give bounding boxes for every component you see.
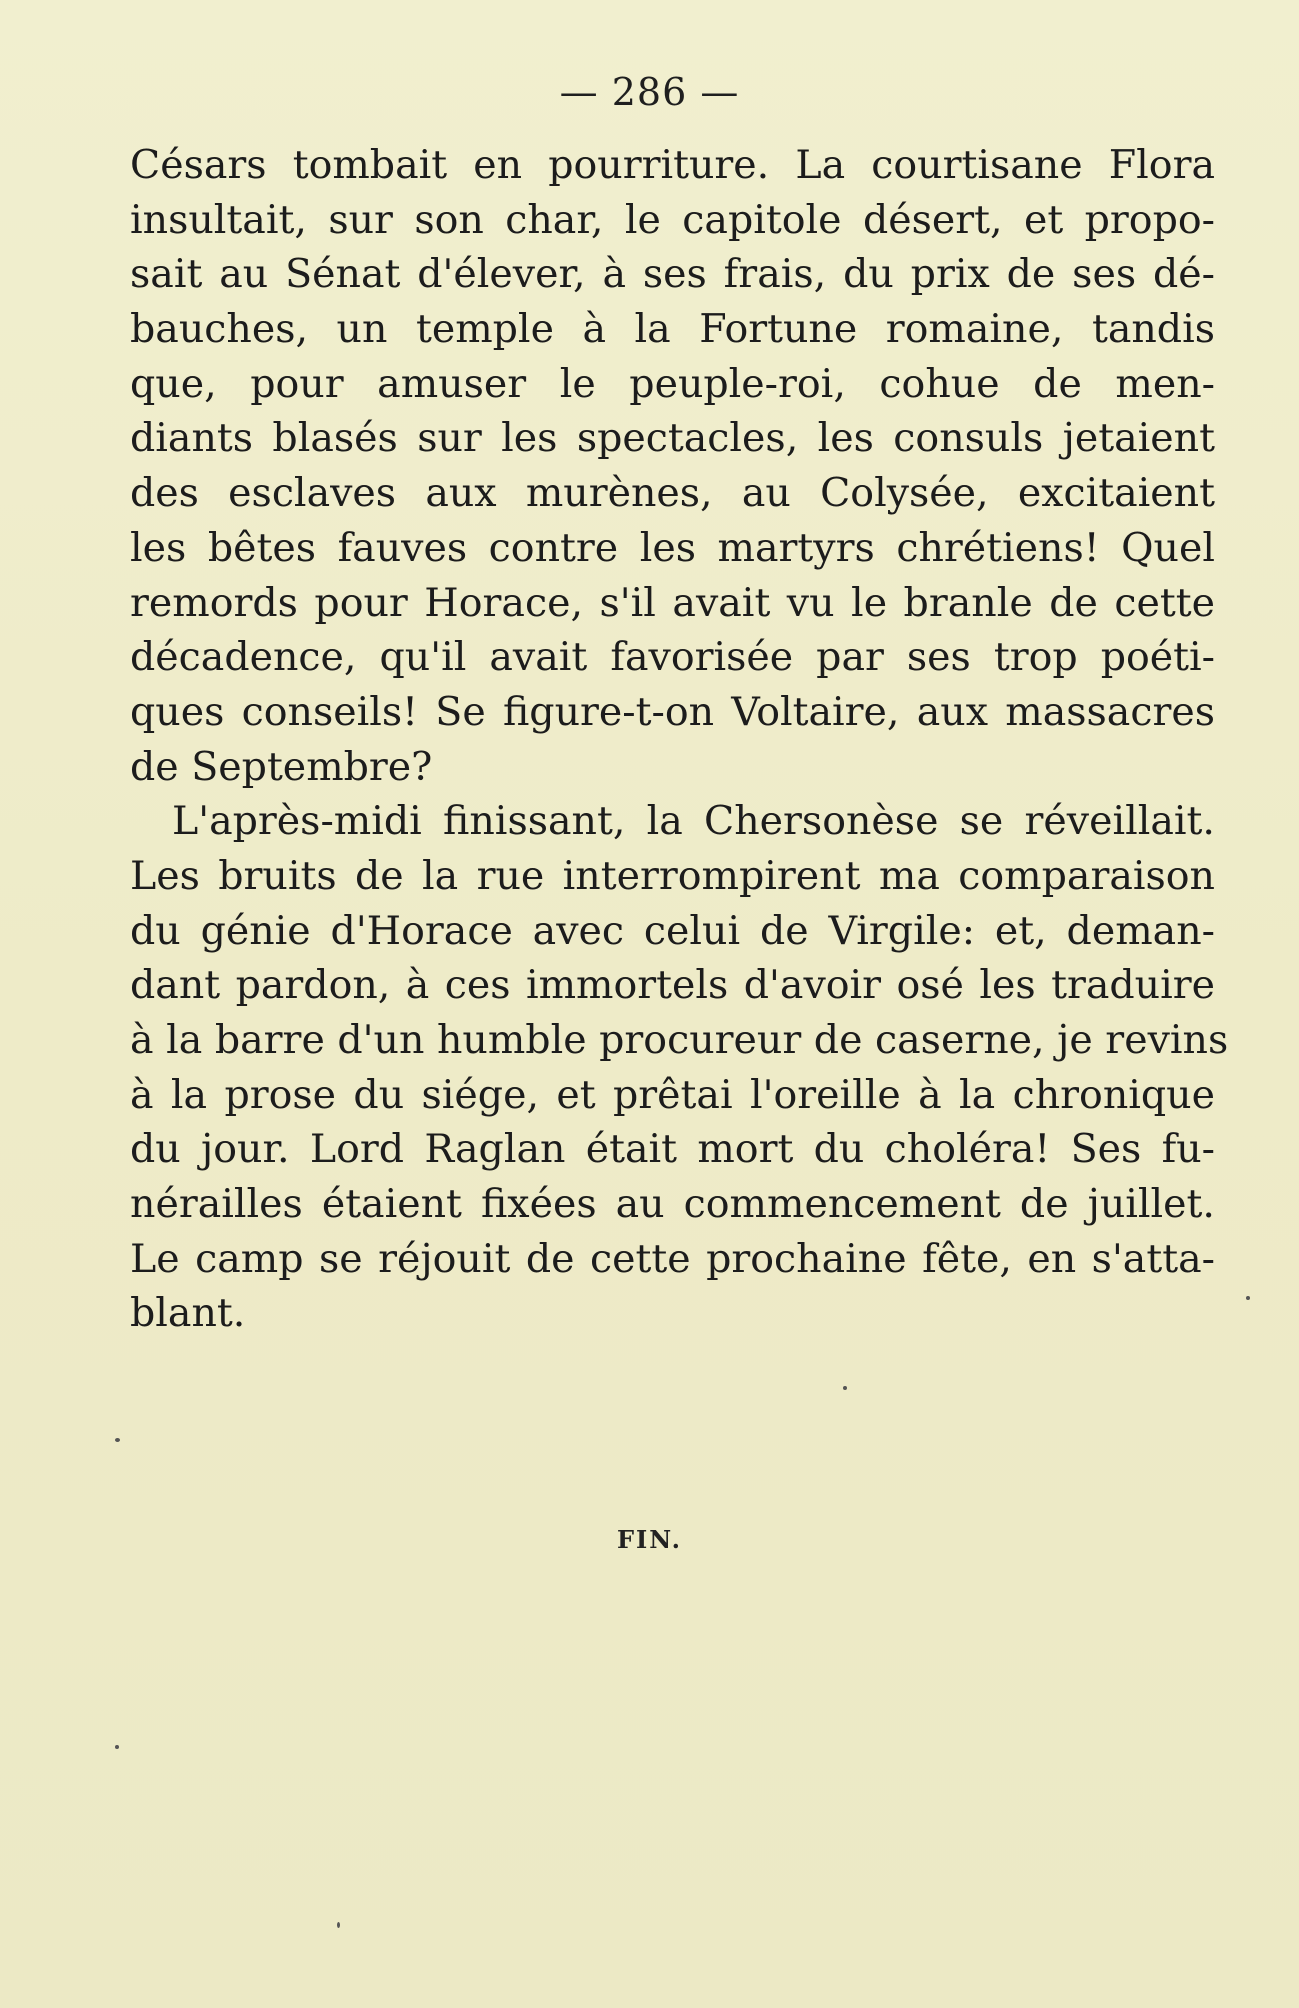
text-line: ques conseils! Se figure-t-on Voltaire, aux massacres	[130, 688, 1215, 735]
text-line: sait au Sénat d'élever, à ses frais, du prix de ses dé-	[130, 251, 1215, 298]
page-number: — 286 —	[559, 70, 740, 114]
paper-speck	[337, 1922, 340, 1928]
body-text	[130, 138, 1229, 1341]
paper-speck	[843, 1386, 847, 1390]
text-line: insultait, sur son char, le capitole désert, et propo-	[130, 196, 1215, 243]
text-line: de Septembre?	[130, 743, 433, 790]
text-line: du jour. Lord Raglan était mort du choléra! Ses fu-	[130, 1126, 1215, 1173]
text-line: L'après-midi finissant, la Chersonèse se réveillait.	[172, 798, 1215, 845]
text-line: bauches, un temple à la Fortune romaine, tandis	[130, 306, 1215, 353]
text-line: blant.	[130, 1290, 246, 1337]
text-line: remords pour Horace, s'il avait vu le branle de cette	[130, 579, 1215, 626]
text-line: Césars tombait en pourriture. La courtisane Flora	[130, 142, 1215, 188]
text-line: dant pardon, à ces immortels d'avoir osé les traduire	[130, 962, 1215, 1009]
text-line: à la prose du siége, et prêtai l'oreille à la chronique	[130, 1071, 1215, 1118]
text-line: des esclaves aux murènes, au Colysée, excitaient	[130, 470, 1215, 517]
paper-speck	[115, 1745, 119, 1749]
text-line: que, pour amuser le peuple-roi, cohue de men-	[130, 360, 1215, 407]
text-line: les bêtes fauves contre les martyrs chrétiens! Quel	[130, 524, 1215, 571]
text-line: Le camp se réjouit de cette prochaine fête, en s'atta-	[130, 1235, 1215, 1282]
end-mark: FIN.	[616, 1525, 683, 1554]
text-line: du génie d'Horace avec celui de Virgile: et, deman-	[130, 907, 1215, 954]
text-line: décadence, qu'il avait favorisée par ses trop poéti-	[130, 634, 1215, 681]
text-line: Les bruits de la rue interrompirent ma comparaison	[130, 852, 1215, 899]
paper-speck	[115, 1438, 120, 1442]
text-line: nérailles étaient fixées au commencement de juillet.	[130, 1181, 1215, 1228]
text-line: à la barre d'un humble procureur de caserne, je revins	[130, 1017, 1229, 1063]
text-line: diants blasés sur les spectacles, les consuls jetaient	[130, 415, 1215, 462]
paper-speck	[1246, 1296, 1250, 1300]
